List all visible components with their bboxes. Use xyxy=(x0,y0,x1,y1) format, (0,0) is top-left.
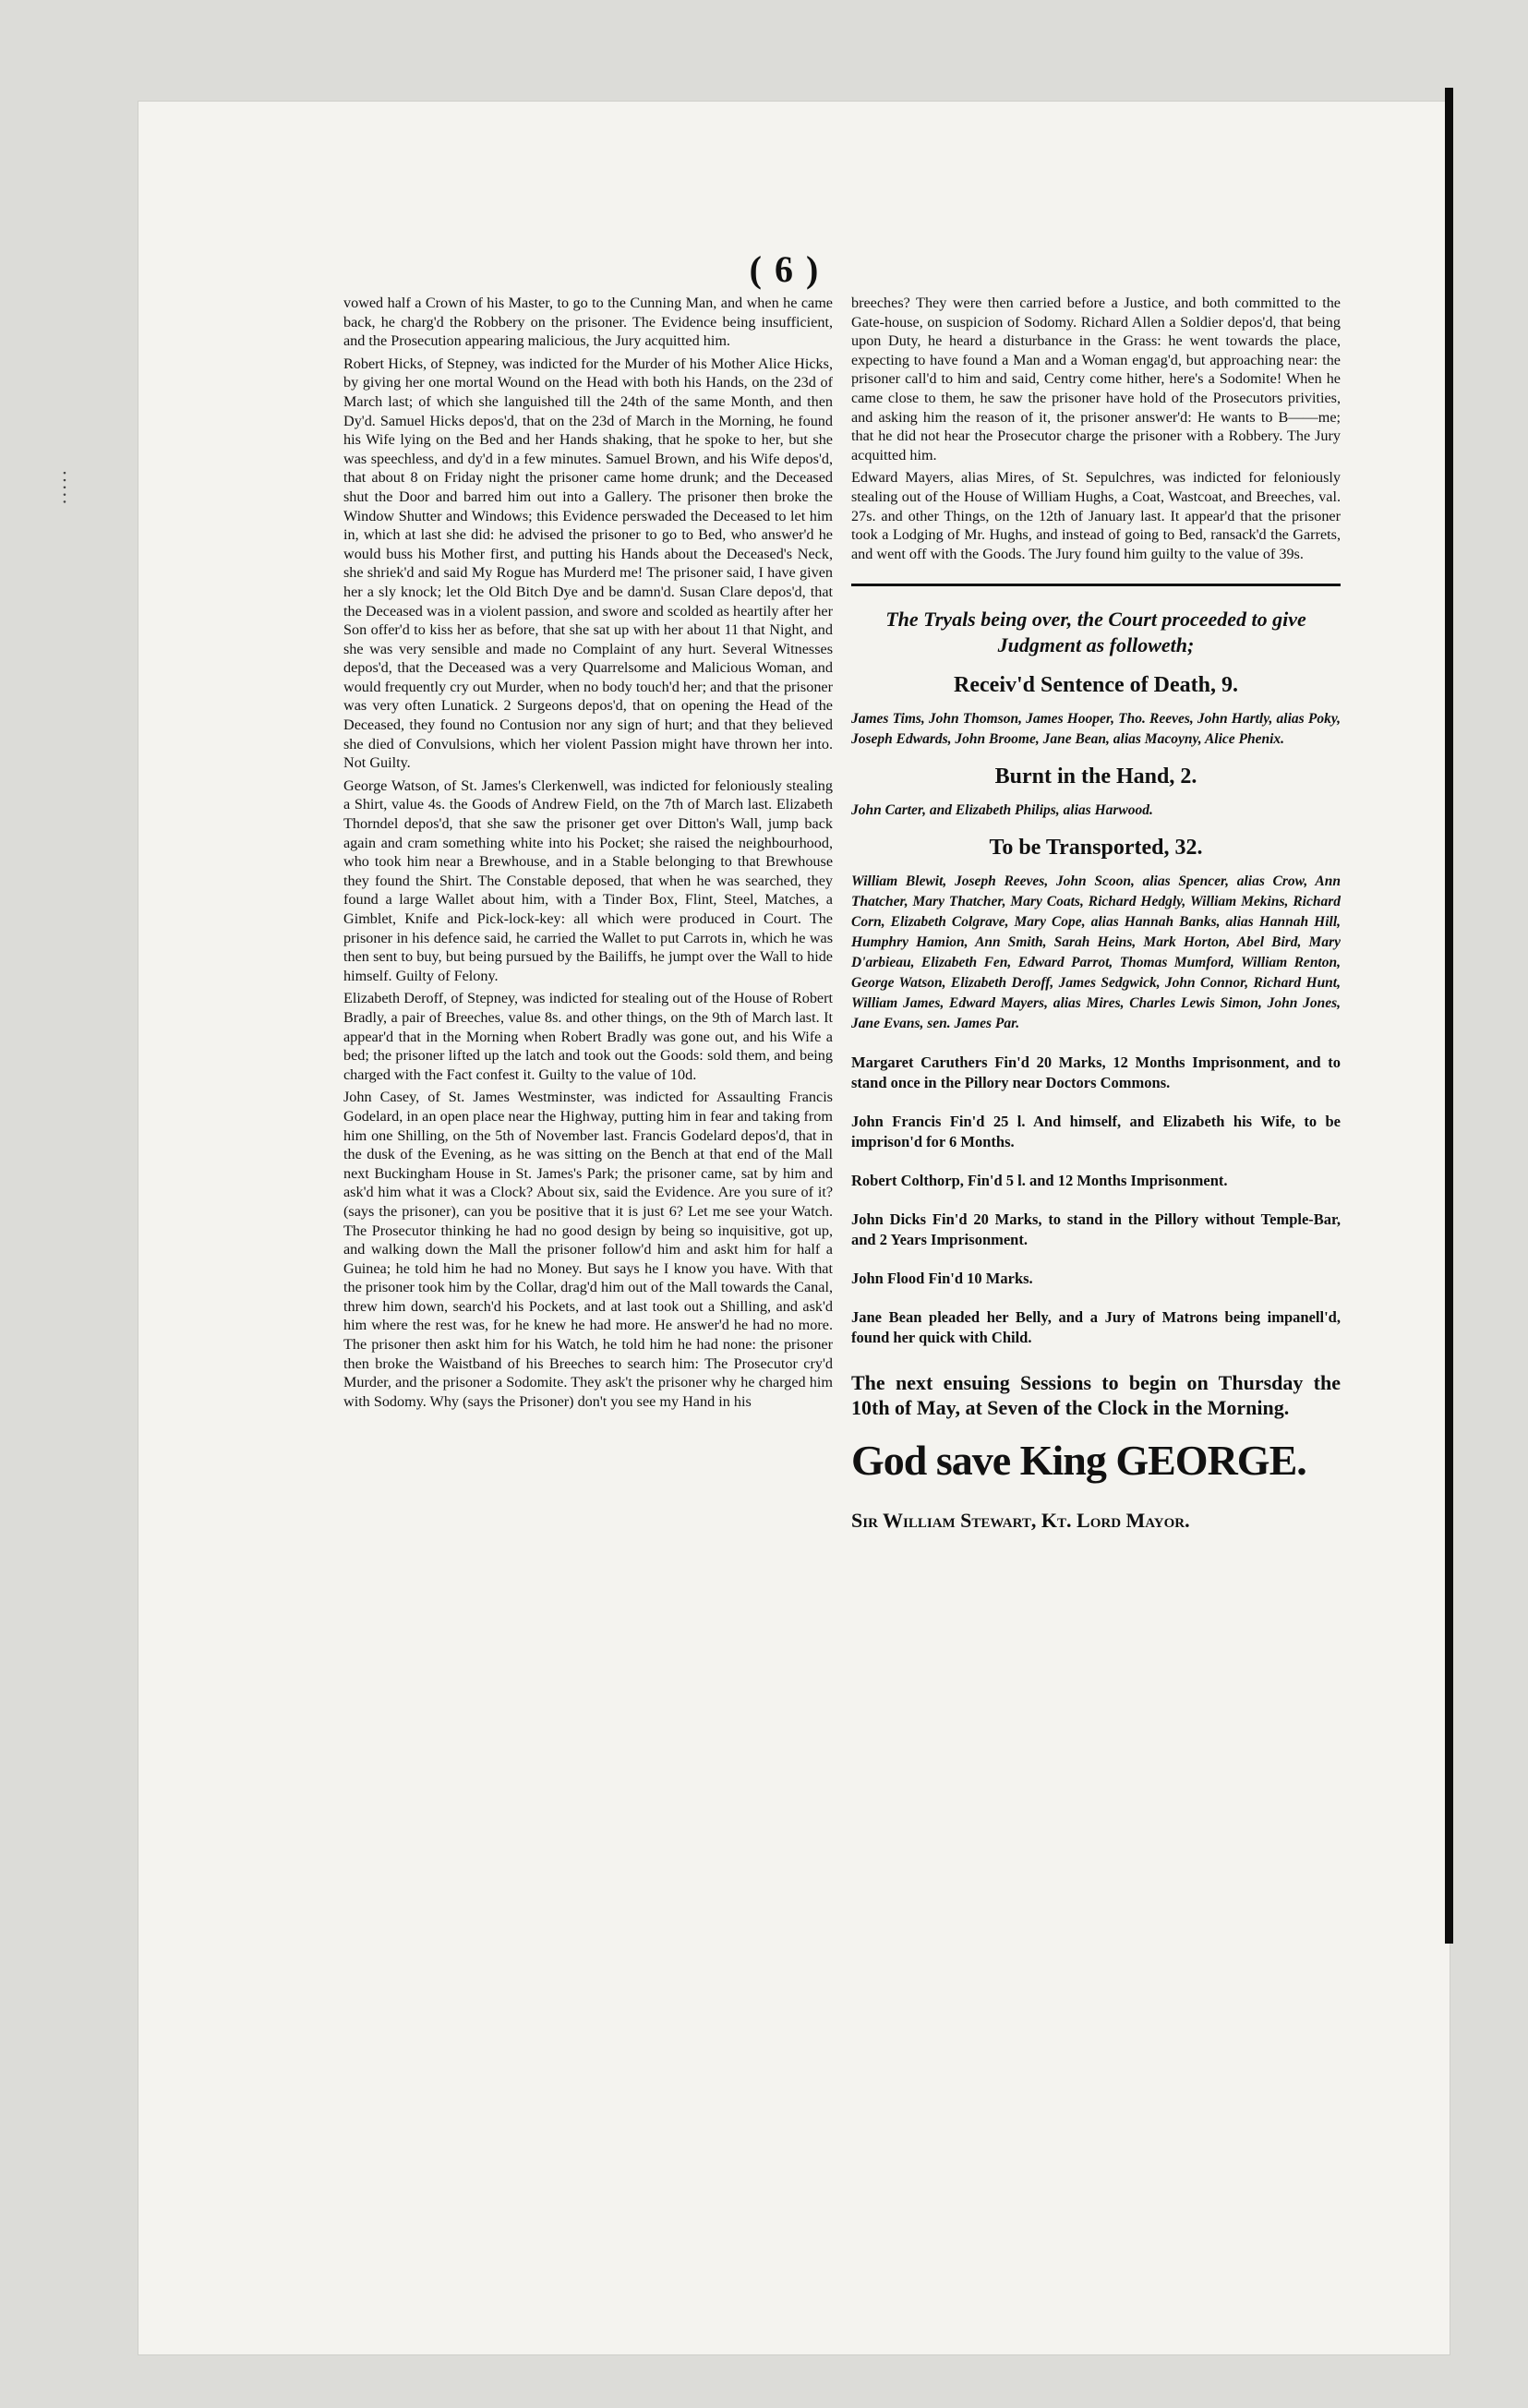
binding-edge xyxy=(1445,88,1453,1944)
trial-paragraph: Edward Mayers, alias Mires, of St. Sepulchres, was indicted for feloniously stealing out of the House of William Hughs, a Coat, Wastcoat, and Breeches, val. 27s. and other Things, on the 12th of January last. It appear'd that the prisoner took a Lodging of Mr. Hughs, and instead of going to Bed, ransack'd the Garrets, and went off with the Goods. The Jury found him guilty to the value of 39s. xyxy=(851,469,1341,562)
sentence-entry: Jane Bean pleaded her Belly, and a Jury of Matrons being impanell'd, found her quick with Child. xyxy=(851,1308,1341,1347)
trial-paragraph: John Casey, of St. James Westminster, was indicted for Assaulting Francis Godelard, in an open place near the Highway, putting him in fear and taking from him one Shilling, on the 5th of November last. Francis Godelard depos'd, that in the dusk of the Evening, as he was sitting on the Bench at that end of the Mall next Buckingham House in St. James's Park; the prisoner came, sat by him and ask'd him what it was a Clock? About six, said the Evidence. Are you sure of it? (says the prisoner), can you be positive that it is just 6? Let me see your Watch. The Prosecutor thinking he had no good design by being so inquisitive, got up, and walking down the Mall the prisoner follow'd him and askt him for half a Guinea; he told him he had no Money. But says he I know you have. With that the prisoner took him by the Collar, drag'd him out of the Mall towards the Canal, threw him down, search'd his Pockets, and at last took out a Shilling, and ask'd him where the rest was, for he knew he had more. He answer'd he had no more. The prisoner then askt him for his Watch, he told him he had none: the prisoner then broke the Waistband of his Breeches to search him: The Prosecutor cry'd Murder, and the prisoner a Sodomite. They ask't the prisoner why he charged him with Sodomy. Why (says the Prisoner) don't you see my Hand in his xyxy=(343,1089,833,1410)
transported-names: William Blewit, Joseph Reeves, John Scoon, alias Spencer, alias Crow, Ann Thatcher, Mary Thatcher, Mary Coats, Richard Hedgly, William Mekins, Richard Corn, Elizabeth Colgrave, Mary Cope, alias Hannah Banks, alias Hannah Hill, Humphry Hamion, Ann Smith, Sarah Heins, Mark Horton, Abel Bird, Mary D'arbieau, Elizabeth Fen, Edward Parrot, Thomas Mumford, William Renton, George Watson, Elizabeth Deroff, James Sedgwick, John Connor, Richard Hunt, William James, Edward Mayers, alias Mires, Charles Lewis Simon, John Jones, Jane Evans, sen. James Par. xyxy=(851,873,1341,1032)
margin-marks: ꞏ ꞏ ꞏ ꞏ ꞏ xyxy=(56,471,70,504)
sentence-entry: John Flood Fin'd 10 Marks. xyxy=(851,1270,1033,1288)
sentence-entry: Margaret Caruthers Fin'd 20 Marks, 12 Months Imprisonment, and to stand once in the Pillory near Doctors Commons. xyxy=(851,1054,1341,1092)
death-sentence-heading: Receiv'd Sentence of Death, 9. xyxy=(954,673,1238,698)
burnt-hand-heading: Burnt in the Hand, 2. xyxy=(994,765,1197,789)
transported-heading: To be Transported, 32. xyxy=(989,836,1203,861)
trial-paragraph: Robert Hicks, of Stepney, was indicted for the Murder of his Mother Alice Hicks, by giving her one mortal Wound on the Head with both his Hands, on the 23d of March last; of which she languished till the 24th of the same Month, and then Dy'd. Samuel Hicks depos'd, that on the 23d of March in the Morning, he found his Wife lying on the Bed and her Hands shaking, that he spoke to her, but she was speechless, and dy'd in a few minutes. Samuel Brown, and his Wife depos'd, that about 8 on Friday night the prisoner came home drunk; and the Deceased shut the Door and barred him out into a Gallery. The prisoner then broke the Window Shutter and Windows; this Evidence perswaded the Deceased to let him in, which at last she did: he advised the prisoner to go to Bed, who answer'd he would buss his Mother first, and putting his Hands about the Deceased's Neck, she shriek'd and said My Rogue has Murderd me! The prisoner said, I have given her a sly knock; let the Old Bitch Dye and be damn'd. Susan Clare depos'd, that the Deceased was in a violent passion, and swore and scolded as heartily after her Son offer'd to kiss her as before, that she sat up with her about 11 that Night, and she was very sensible and made no Complaint of any hurt. Several Witnesses depos'd, that the Deceased was a very Quarrelsome and Malicious Woman, and would frequently cry out Murder, when no body touch'd her; and that the prisoner was very often Lunatick. 2 Surgeons depos'd, that on opening the Head of the Deceased, they found no Contusion nor any sign of hurt; and that they believed she died of Convulsions, which her violent Passion might have thrown her into. Not Guilty. xyxy=(343,355,833,772)
sentence-entry: Robert Colthorp, Fin'd 5 l. and 12 Months Imprisonment. xyxy=(851,1172,1228,1190)
page-number: ( 6 ) xyxy=(749,248,821,290)
sentence-entry: John Francis Fin'd 25 l. And himself, and Elizabeth his Wife, to be imprison'd for 6 Months. xyxy=(851,1113,1341,1151)
trial-paragraph: Elizabeth Deroff, of Stepney, was indicted for stealing out of the House of Robert Bradly, a pair of Breeches, value 8s. and other things, on the 9th of March last. It appear'd that in the Morning when Robert Bradly was gone out, and his Wife a bed; the prisoner lifted up the latch and took out the Goods: sold them, and being charged with the Fact confest it. Guilty to the value of 10d. xyxy=(343,990,833,1083)
left-column xyxy=(343,294,833,1415)
right-column xyxy=(851,294,1341,1533)
lord-mayor-signature: Sir William Stewart, Kt. Lord Mayor. xyxy=(851,1509,1190,1533)
god-save-the-king: God save King GEORGE. xyxy=(851,1437,1306,1485)
burnt-hand-names: John Carter, and Elizabeth Philips, alias Harwood. xyxy=(851,802,1153,819)
section-divider xyxy=(851,584,1341,586)
trial-paragraph: breeches? They were then carried before a Justice, and both committed to the Gate-house, on suspicion of Sodomy. Richard Allen a Soldier depos'd, that being upon Duty, he heard a disturbance in the Grass: he went towards the place, expecting to have found a Man and a Woman engag'd, but approaching near: the prisoner call'd to him and said, Centry come hither, here's a Sodomite! When he came close to them, he saw the prisoner have hold of the Prosecutors privities, and asking him the reason of it, the prisoner answer'd: He wants to B——me; that he did not hear the Prosecutor charge the prisoner with a Robbery. The Jury acquitted him. xyxy=(851,295,1341,464)
sentence-entry: John Dicks Fin'd 20 Marks, to stand in the Pillory without Temple-Bar, and 2 Years Imprisonment. xyxy=(851,1210,1341,1249)
judgment-heading: The Tryals being over, the Court proceeded to give Judgment as followeth; xyxy=(885,608,1306,657)
trial-paragraph: George Watson, of St. James's Clerkenwell, was indicted for feloniously stealing a Shirt, value 4s. the Goods of Andrew Field, on the 7th of March last. Elizabeth Thorndel depos'd, that she saw the prisoner get over Ditton's Wall, jump back again and cram something white into his Pocket; she raised the neighbourhood, who took him near a Brewhouse, and in a Stable belonging to that Brewhouse they found the Shirt. The Constable deposed, that when he was searched, they found a large Wallet about him, with a Tinder Box, Flint, Steel, Matches, a Gimblet, Knife and Pick-lock-key: all which were produced in Court. The prisoner in his defence said, he carried the Wallet to put Carrots in, which he was then sent to buy, but being pursued by the Bailiffs, he jumpt over the Wall to hide himself. Guilty of Felony. xyxy=(343,777,833,984)
trial-paragraph: vowed half a Crown of his Master, to go to the Cunning Man, and when he came back, he charg'd the Robbery on the prisoner. The Evidence being insufficient, and the Prosecution appearing malicious, the Jury acquitted him. xyxy=(343,295,833,350)
next-sessions-notice: The next ensuing Sessions to begin on Thursday the 10th of May, at Seven of the Clock in the Morning. xyxy=(851,1371,1341,1420)
death-sentence-names: James Tims, John Thomson, James Hooper, Tho. Reeves, John Hartly, alias Poky, Joseph Edwards, John Broome, Jane Bean, alias Macoyny, Alice Phenix. xyxy=(851,711,1341,748)
